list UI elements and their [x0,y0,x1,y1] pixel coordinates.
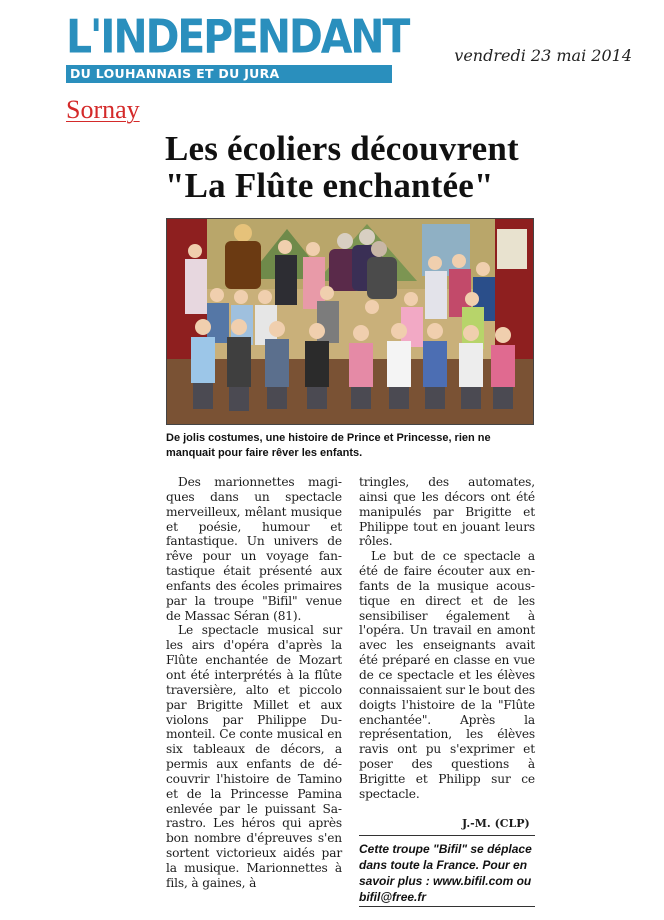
school-stage-group-photo-icon [167,219,534,425]
paragraph: Des marionnettes magiques dans un spectacle merveilleux, mêlant musique et poésie, humour et fantastique. Un univers de rêve pour un voyage fantastique était présenté aux enfants des écoles primaires par la troupe "Bifil" venue de Massac Séran (81). [166,475,342,623]
publication-date: vendredi 23 mai 2014 [454,46,632,65]
headline-line-1: Les écoliers découvrent [165,129,519,168]
paragraph: Le spectacle musical sur les airs d'opéra d'après la Flûte enchantée de Mozart ont été interprétés à la flûte traversière, alto et piccolo par Brigitte Millet et aux violons par Philippe Dumonteil. Ce conte musical en six tableaux de décors, a permis aux enfants de découvrir l'histoire de Tamino et de la Princesse Pamina enlevée par le puissant Sarastro. Les héros qui après bon nombre d'épreuves s'en sortent victorieux aidés par la musique. Marionnettes à fils, à gaines, à [166,623,342,890]
photo-caption: De jolis costumes, une histoire de Prince et Princesse, rien ne manquait pour faire rêver les enfants. [166,432,491,459]
article-column-1 [166,475,342,891]
newspaper-subtitle: DU LOUHANNAIS ET DU JURA [66,65,392,83]
paragraph: Le but de ce spectacle a été de faire écouter aux enfants de la musique acoustique en direct et de les sensibiliser également à l'opéra. Un travail en amont avec les enseignants avait été préparé en classe en vue de ce spectacle et les élèves connaissaient sur le bout des doigts l'histoire de la "Flûte enchantée". Après la représentation, les élèves ravis ont pu s'exprimer et poser des questions à Brigitte et Philipp sur ce spectacle. [359,549,535,801]
divider [359,835,535,836]
article-photo [166,218,534,425]
headline-line-2: "La Flûte enchantée" [165,166,494,205]
paragraph: tringles, des automates, ainsi que les décors ont été manipulés par Brigitte et Philippe tout en jouant leurs rôles. [359,475,535,549]
author-signature: J.-M. (CLP) [462,817,530,830]
article-headline [165,130,605,204]
article-column-2 [359,475,535,802]
divider [359,906,535,907]
section-label: Sornay [66,95,140,124]
newspaper-title: L'INDEPENDANT [66,9,409,64]
masthead-logo [66,9,409,81]
info-box: Cette troupe "Bifil" se déplace dans toute la France. Pour en savoir plus : www.bifil.com ou bifil@free.fr [359,842,532,904]
